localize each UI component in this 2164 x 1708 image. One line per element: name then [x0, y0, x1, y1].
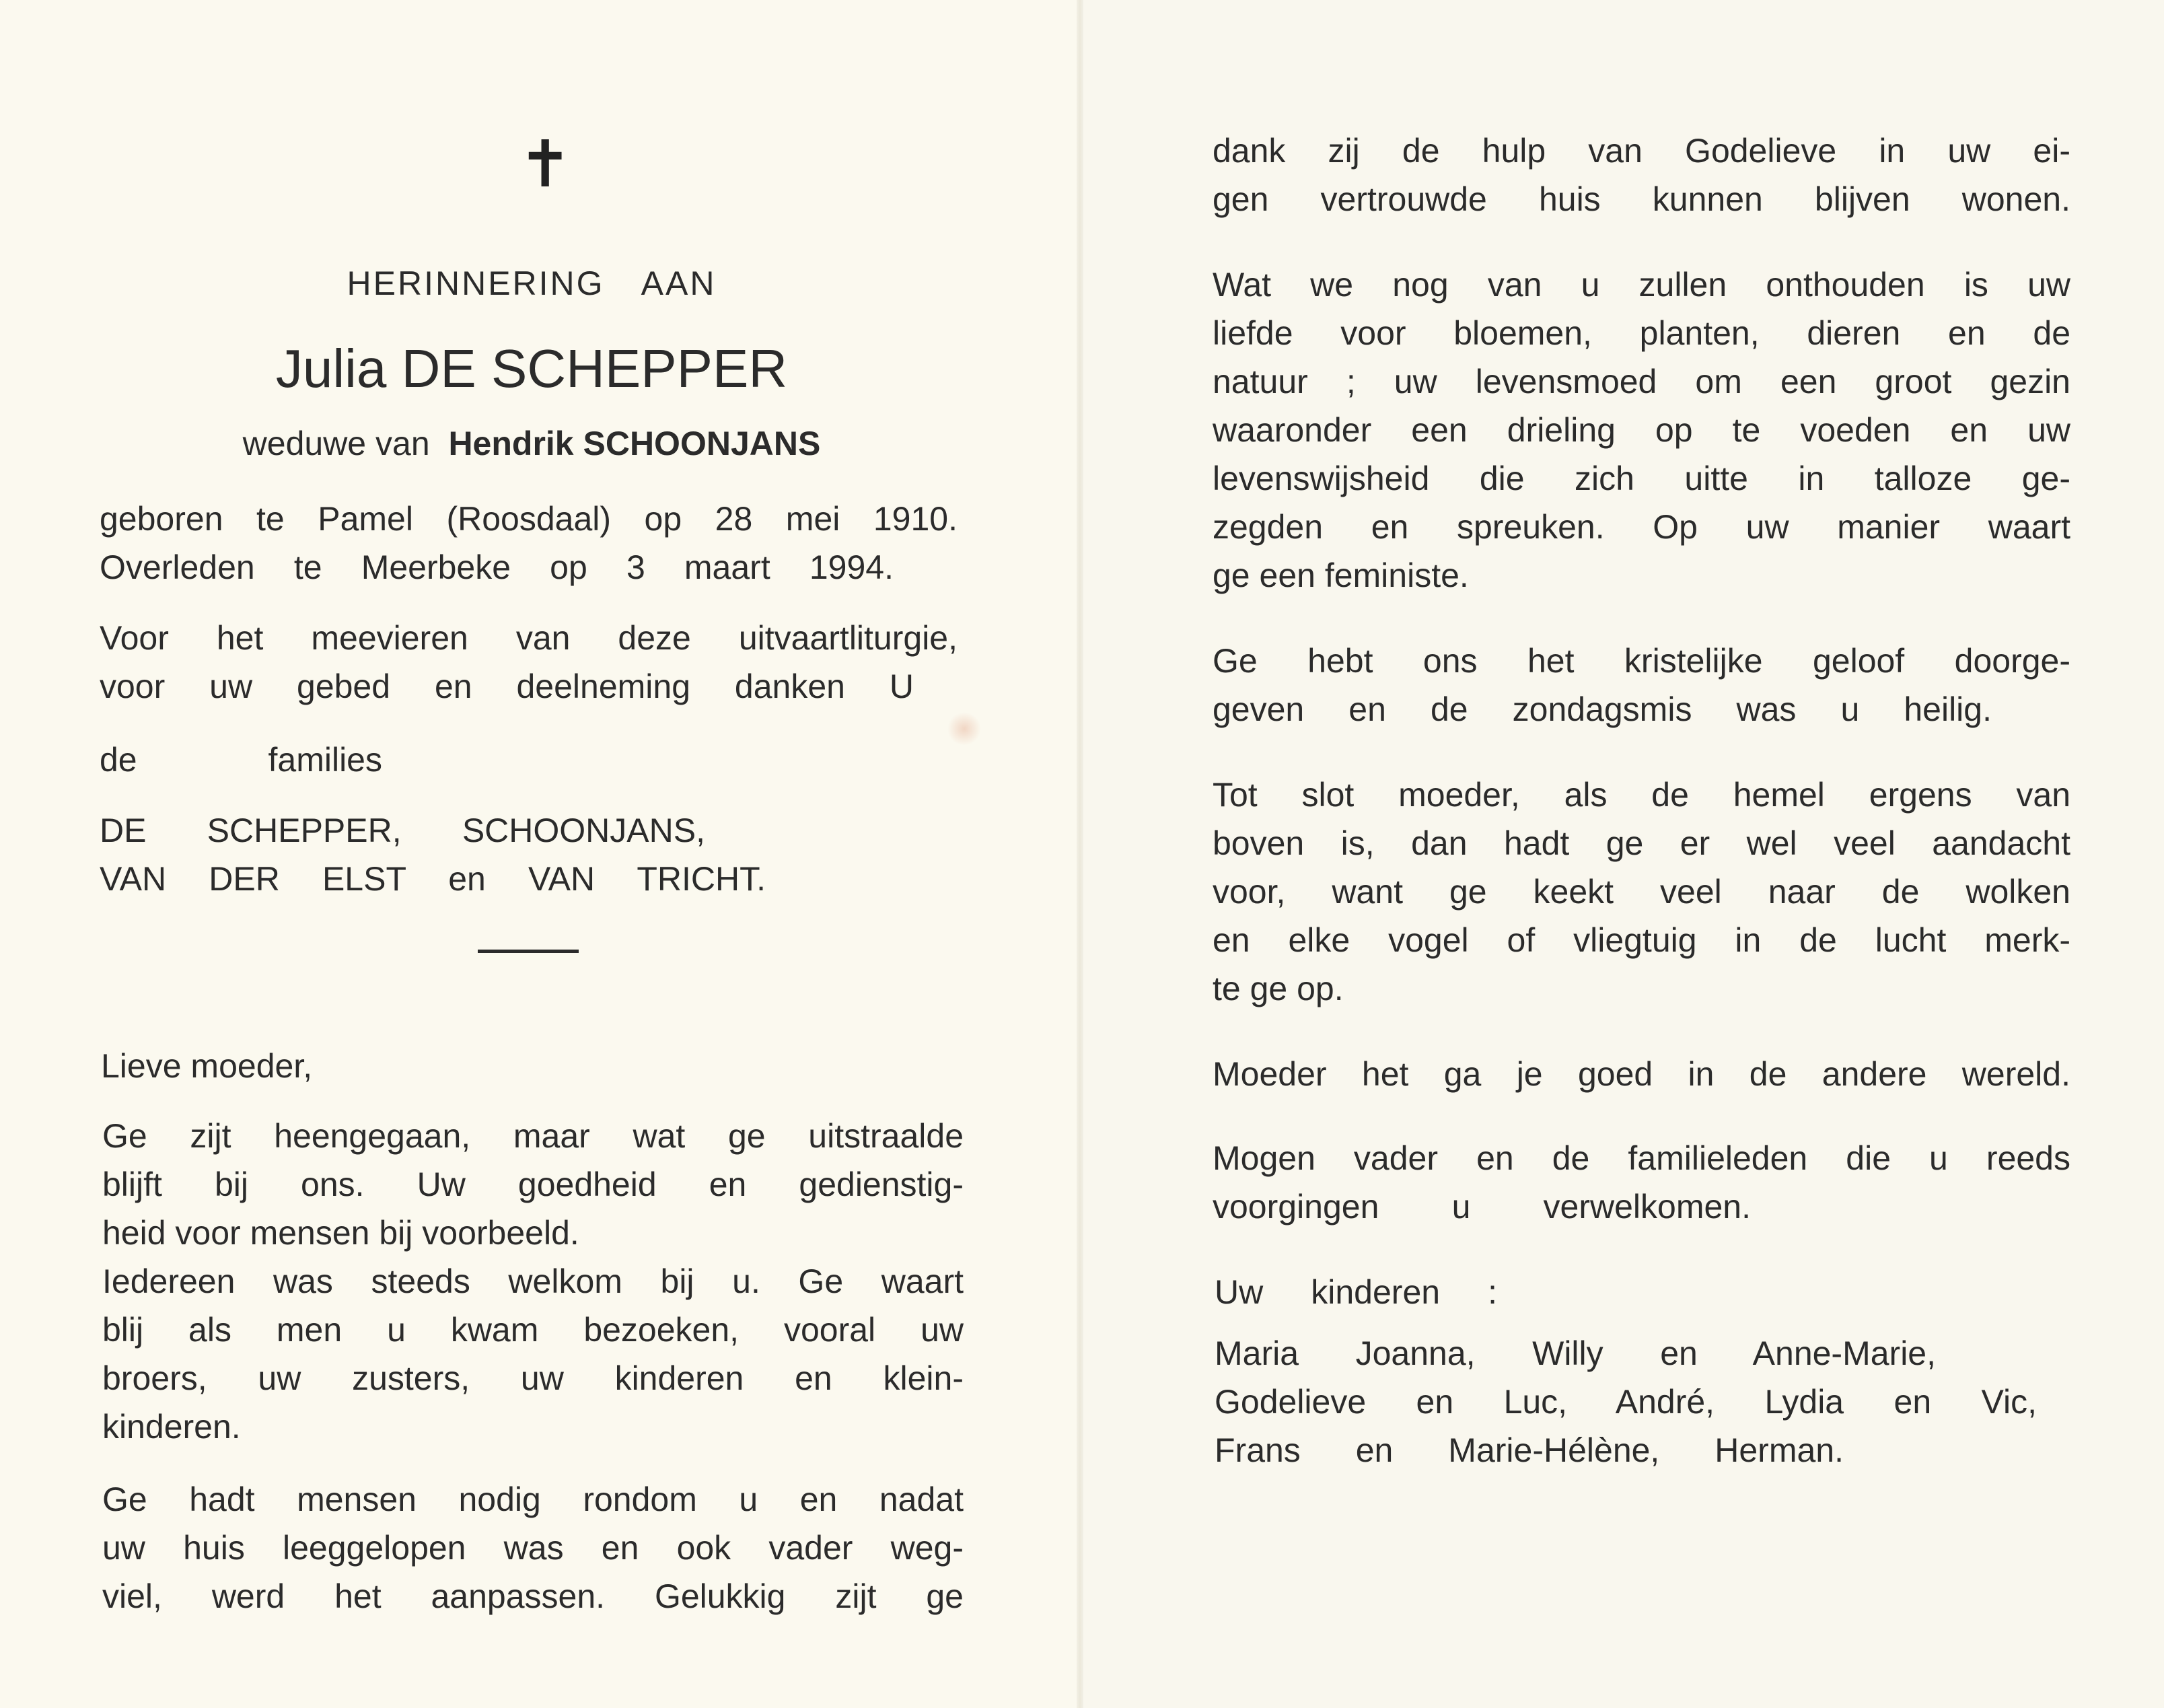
children-names-line: Frans en Marie-Hélène, Herman. [1215, 1431, 1844, 1469]
text-line: blijft bij ons. Uw goedheid en gedienstig- [102, 1166, 964, 1203]
text-line: zegden en spreuken. Op uw manier waart [1213, 508, 2070, 546]
letter-paragraph-2 [102, 1475, 964, 1621]
letter-paragraph-7 [1213, 1050, 2070, 1098]
text-line: Wat we nog van u zullen onthouden is uw [1213, 266, 2070, 304]
spouse-name: Hendrik SCHOONJANS [448, 425, 821, 462]
text-line: liefde voor bloemen, planten, dieren en de [1213, 314, 2070, 352]
text-line: Mogen vader en de familieleden die u reeds [1213, 1139, 2070, 1177]
birth-line: geboren te Pamel (Roosdaal) op 28 mei 1910. [100, 500, 958, 538]
text-line: gen vertrouwde huis kunnen blijven wonen. [1213, 180, 2070, 218]
children-label-block [1215, 1268, 1497, 1316]
text-line: te ge op. [1213, 970, 1344, 1007]
thanks-line: Voor het meevieren van deze uitvaartliturgie, [100, 619, 958, 657]
text-line: viel, werd het aanpassen. Gelukkig zijt ge [102, 1577, 964, 1615]
text-line: waaronder een drieling op te voeden en uw [1213, 411, 2070, 449]
children-label: Uw kinderen : [1215, 1273, 1497, 1311]
letter-paragraph-4 [1213, 260, 2070, 600]
deceased-name: Julia DE SCHEPPER [275, 339, 788, 398]
text-line: en elke vogel of vliegtuig in de lucht merk- [1213, 921, 2070, 959]
text-line: geven en de zondagsmis was u heilig. [1213, 690, 1992, 728]
text-line: Moeder het ga je goed in de andere wereld. [1213, 1055, 2070, 1093]
letter-paragraph-5 [1213, 637, 2070, 734]
divider-rule [478, 950, 579, 953]
families-label-block [100, 736, 382, 784]
thanks-line: voor uw gebed en deelneming danken U [100, 668, 914, 705]
text-line: natuur ; uw levensmoed om een groot gezin [1213, 363, 2070, 400]
children-names-line: Maria Joanna, Willy en Anne-Marie, [1215, 1335, 1936, 1372]
text-line: heid voor mensen bij voorbeeld. [102, 1214, 579, 1252]
letter-paragraph-1 [102, 1112, 964, 1451]
paper-stain [947, 712, 981, 746]
family-names-line: VAN DER ELST en VAN TRICHT. [100, 860, 766, 898]
birth-death-block [100, 495, 958, 592]
text-line: voor, want ge keekt veel naar de wolken [1213, 873, 2070, 911]
text-line: blij als men u kwam bezoeken, vooral uw [102, 1311, 964, 1349]
text-line: Ge hebt ons het kristelijke geloof doorge- [1213, 642, 2070, 680]
children-names-line: Godelieve en Luc, André, Lydia en Vic, [1215, 1383, 2037, 1421]
families-block [100, 806, 772, 903]
text-line: levenswijsheid die zich uitte in talloze ge- [1213, 460, 2070, 497]
text-line: ge een feministe. [1213, 557, 1469, 594]
families-label: de families [100, 741, 382, 779]
text-line: broers, uw zusters, uw kinderen en klein- [102, 1359, 964, 1397]
text-line: Ge hadt mensen nodig rondom u en nadat [102, 1481, 964, 1518]
text-line: boven is, dan hadt ge er wel veel aandacht [1213, 824, 2070, 862]
cross-icon: ✝ [518, 129, 573, 201]
widow-line [141, 424, 922, 463]
salutation: Lieve moeder, [101, 1047, 313, 1085]
text-line: uw huis leeggelopen was en ook vader weg- [102, 1529, 964, 1567]
letter-paragraph-3 [1213, 127, 2070, 223]
widow-prefix: weduwe van [242, 425, 430, 462]
family-names-line: DE SCHEPPER, SCHOONJANS, [100, 812, 705, 849]
memorial-heading: HERINNERING AAN [347, 264, 717, 302]
thanks-block [100, 614, 958, 711]
letter-paragraph-6 [1213, 771, 2070, 1013]
text-line: Ge zijt heengegaan, maar wat ge uitstraalde [102, 1117, 964, 1155]
salutation-block [101, 1042, 437, 1090]
text-line: kinderen. [102, 1408, 241, 1446]
text-line: Tot slot moeder, als de hemel ergens van [1213, 776, 2070, 814]
text-line: voorgingen u verwelkomen. [1213, 1188, 1751, 1225]
text-line: Iedereen was steeds welkom bij u. Ge waart [102, 1262, 964, 1300]
text-line: dank zij de hulp van Godelieve in uw ei- [1213, 132, 2070, 170]
letter-paragraph-8 [1213, 1134, 2070, 1231]
page-fold [1077, 0, 1083, 1708]
death-line: Overleden te Meerbeke op 3 maart 1994. [100, 548, 894, 586]
children-block [1215, 1329, 2042, 1474]
